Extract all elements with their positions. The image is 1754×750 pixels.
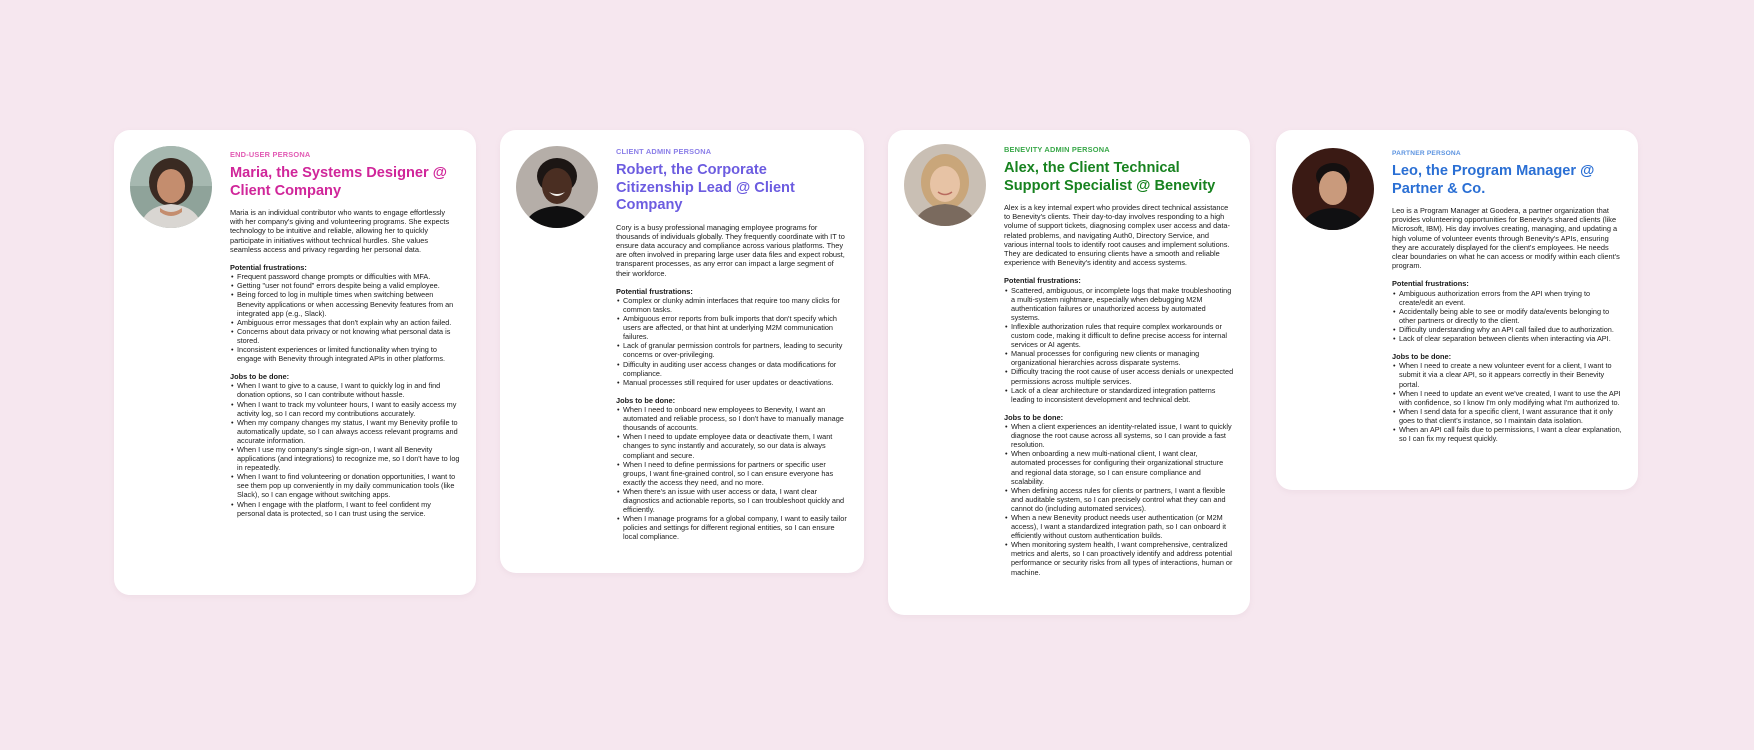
job-item: • When I send data for a specific client, I want assurance that it only goes to that client's instance, so I maintain data isolation. — [1392, 407, 1622, 425]
jobs-heading: Jobs to be done: — [230, 372, 290, 382]
frustration-item: • Complex or clunky admin interfaces that require too many clicks for common tasks. — [616, 296, 848, 314]
frustration-item: • Difficulty understanding why an API call failed due to authorization. — [1392, 325, 1622, 334]
persona-card-alex — [888, 130, 1250, 615]
frustration-item: • Ambiguous error reports from bulk imports that don't specify which users are affected, or that hint at underlying M2M communication failures. — [616, 314, 848, 341]
persona-card-maria — [114, 130, 476, 595]
frustration-item: • Manual processes still required for user updates or deactivations. — [616, 378, 848, 387]
jobs-list — [230, 381, 460, 517]
frustration-item: • Lack of granular permission controls for partners, leading to security concerns or over-privileging. — [616, 341, 848, 359]
avatar-maria — [130, 146, 212, 228]
jobs-heading: Jobs to be done: — [1004, 412, 1064, 422]
persona-description: Cory is a busy professional managing employee programs for thousands of individuals globally. They frequently coordinate with IT to ensure data accuracy and compliance across various platforms. They are often involved in preparing large user data files and expect robust, transparent processes, as any error can impact a large segment of their workforce. — [616, 222, 845, 278]
frustrations-list — [230, 272, 460, 363]
frustration-item: • Scattered, ambiguous, or incomplete logs that make troubleshooting a multi-system nightmare, especially when debugging M2M authentication failures or unauthorized access by automated systems. — [1004, 286, 1234, 322]
jobs-list — [1004, 422, 1234, 577]
frustration-item: • Getting "user not found" errors despite being a valid employee. — [230, 281, 460, 290]
man-portrait-icon — [1292, 148, 1374, 230]
job-item: • When I want to track my volunteer hours, I want to easily access my activity log, so I can record my contributions accurately. — [230, 400, 460, 418]
avatar-alex — [904, 144, 986, 226]
job-item: • When I want to find volunteering or donation opportunities, I want to see them pop up conveniently in my daily communication tools (like Slack), so I can engage without switching apps. — [230, 472, 460, 499]
persona-card-robert — [500, 130, 864, 573]
man-portrait-icon — [516, 146, 598, 228]
persona-title: Maria, the Systems Designer @ Client Company — [230, 165, 448, 199]
frustration-item: • Ambiguous authorization errors from the API when trying to create/edit an event. — [1392, 289, 1622, 307]
frustration-item: • Concerns about data privacy or not knowing what personal data is stored. — [230, 327, 460, 345]
woman-portrait-icon — [130, 146, 212, 228]
persona-type-label: END-USER PERSONA — [230, 150, 311, 159]
frustration-item: • Being forced to log in multiple times when switching between Benevity applications or when accessing Benevity features from an integrated app (e.g., Slack). — [230, 290, 460, 317]
frustration-item: • Frequent password change prompts or difficulties with MFA. — [230, 272, 460, 281]
job-item: • When I need to update an event we've created, I want to use the API with confidence, so I know I'm only modifying what I'm authorized to. — [1392, 389, 1622, 407]
persona-type-label: CLIENT ADMIN PERSONA — [616, 147, 712, 156]
frustration-item: • Manual processes for configuring new clients or managing organizational hierarchies across disparate systems. — [1004, 349, 1234, 367]
frustrations-heading: Potential frustrations: — [1004, 276, 1081, 286]
frustration-item: • Lack of a clear architecture or standardized integration patterns leading to inconsistent development and technical debt. — [1004, 386, 1234, 404]
persona-description: Maria is an individual contributor who wants to engage effortlessly with her company's giving and volunteering programs. She expects technology to be intuitive and reliable, allowing her to quickly participate in initiatives without technical hurdles. She values seamless access and privacy regarding her personal data. — [230, 208, 450, 254]
job-item: • When there's an issue with user access or data, I want clear diagnostics and actionable reports, so I can troubleshoot quickly and efficiently. — [616, 487, 848, 514]
jobs-list — [616, 405, 848, 541]
frustrations-heading: Potential frustrations: — [230, 263, 307, 273]
frustrations-list — [1004, 286, 1234, 404]
frustration-item: • Lack of clear separation between clients when interacting via API. — [1392, 334, 1622, 343]
job-item: • When I engage with the platform, I want to feel confident my personal data is protected, so I can trust using the service. — [230, 500, 460, 518]
persona-title: Alex, the Client Technical Support Specialist @ Benevity — [1004, 160, 1216, 194]
job-item: • When I need to update employee data or deactivate them, I want changes to sync instantly and accurately, so our data is always compliant and secure. — [616, 432, 848, 459]
frustrations-heading: Potential frustrations: — [616, 286, 693, 296]
job-item: • When an API call fails due to permissions, I want a clear explanation, so I can fix my request quickly. — [1392, 425, 1622, 443]
persona-type-label: PARTNER PERSONA — [1392, 150, 1461, 157]
job-item: • When monitoring system health, I want comprehensive, centralized metrics and alerts, so I can proactively identify and address potential performance or security risks from all types of interactions, human or machine. — [1004, 540, 1234, 576]
frustration-item: • Ambiguous error messages that don't explain why an action failed. — [230, 318, 460, 327]
job-item: • When onboarding a new multi-national client, I want clear, automated processes for configuring their organizational structure and regional data storage, so I can ensure compliance and scalability. — [1004, 449, 1234, 485]
frustrations-list — [616, 296, 848, 387]
job-item: • When I want to give to a cause, I want to quickly log in and find donation options, so I can contribute without hassle. — [230, 381, 460, 399]
persona-title: Robert, the Corporate Citizenship Lead @ Client Company — [616, 162, 795, 213]
job-item: • When a new Benevity product needs user authentication (or M2M access), I want a standardized integration path, so I can onboard it efficiently without custom authentication builds. — [1004, 513, 1234, 540]
job-item: • When a client experiences an identity-related issue, I want to quickly diagnose the root cause across all systems, so I can provide a fast resolution. — [1004, 422, 1234, 449]
persona-description: Leo is a Program Manager at Goodera, a partner organization that provides volunteering opportunities for Benevity's shared clients (like Microsoft, IBM). His day involves creating, managing, and updating a high volume of volunteer events through Benevity's APIs, ensuring they are accurately displayed for the client's employees. He needs clear boundaries on what he can access or modify within each client's program. — [1392, 206, 1620, 271]
frustrations-list — [1392, 289, 1622, 344]
frustration-item: • Inflexible authorization rules that require complex workarounds or custom code, making it difficult to define precise access for internal services or AI agents. — [1004, 322, 1234, 349]
avatar-robert — [516, 146, 598, 228]
woman-portrait-icon — [904, 144, 986, 226]
persona-card-leo — [1276, 130, 1638, 490]
frustration-item: • Difficulty in auditing user access changes or data modifications for compliance. — [616, 360, 848, 378]
frustration-item: • Difficulty tracing the root cause of user access denials or unexpected permissions across multiple services. — [1004, 367, 1234, 385]
job-item: • When I use my company's single sign-on, I want all Benevity applications (and integrations) to recognize me, so I don't have to log in repeatedly. — [230, 445, 460, 472]
frustration-item: • Inconsistent experiences or limited functionality when trying to engage with Benevity through integrated APIs in other platforms. — [230, 345, 460, 363]
persona-description: Alex is a key internal expert who provides direct technical assistance to Benevity's clients. Their day-to-day involves responding to a high volume of support tickets, diagnosing complex user access and data-related problems, and navigating Auth0, Directory Service, and various internal tools to identify root causes and implement solutions. They are dedicated to ensuring clients have a smooth and reliable experience with Benevity's identity and access systems. — [1004, 203, 1230, 268]
persona-title: Leo, the Program Manager @ Partner & Co. — [1392, 163, 1595, 197]
jobs-heading: Jobs to be done: — [616, 395, 676, 405]
job-item: • When my company changes my status, I want my Benevity profile to automatically update, so I can always access relevant programs and accurate information. — [230, 418, 460, 445]
frustration-item: • Accidentally being able to see or modify data/events belonging to other partners or directly to the client. — [1392, 307, 1622, 325]
job-item: • When I need to create a new volunteer event for a client, I want to submit it via a clear API, so it appears correctly in their Benevity portal. — [1392, 361, 1622, 388]
jobs-list — [1392, 361, 1622, 443]
frustrations-heading: Potential frustrations: — [1392, 279, 1469, 289]
job-item: • When I need to onboard new employees to Benevity, I want an automated and reliable process, so I don't have to manually manage thousands of accounts. — [616, 405, 848, 432]
job-item: • When defining access rules for clients or partners, I want a flexible and auditable system, so I can precisely control what they can and cannot do (including automated services). — [1004, 486, 1234, 513]
jobs-heading: Jobs to be done: — [1392, 352, 1452, 362]
job-item: • When I need to define permissions for partners or specific user groups, I want fine-grained control, so I can ensure everyone has exactly the access they need, and no more. — [616, 460, 848, 487]
avatar-leo — [1292, 148, 1374, 230]
job-item: • When I manage programs for a global company, I want to easily tailor policies and settings for different regional entities, so I can ensure local compliance. — [616, 514, 848, 541]
persona-type-label: BENEVITY ADMIN PERSONA — [1004, 145, 1110, 154]
